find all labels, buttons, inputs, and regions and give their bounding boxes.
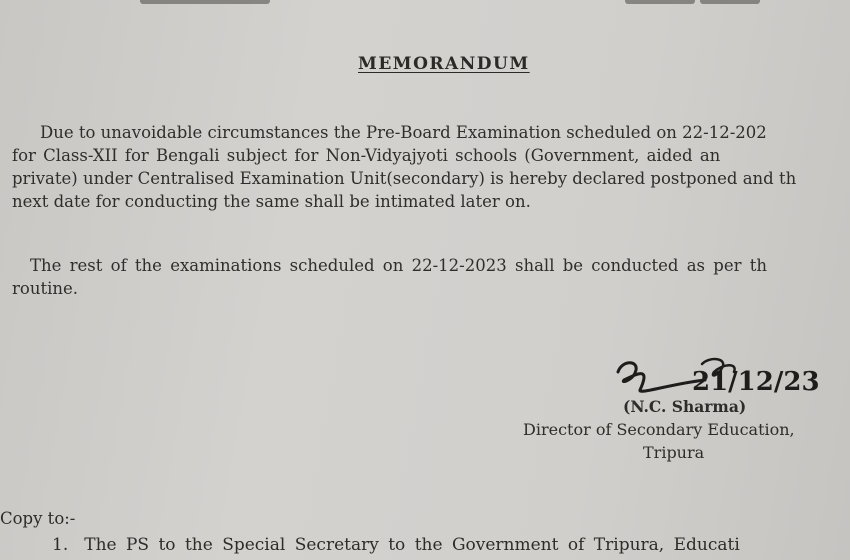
memo-paragraph-2 [12, 254, 767, 300]
paragraph-line: Due to unavoidable circumstances the Pre-Board Examination scheduled on 22-12-202 [40, 123, 767, 142]
copy-list-item [52, 535, 740, 555]
signatory-designation: Director of Secondary Education, [523, 420, 795, 439]
signatory-name: (N.C. Sharma) [623, 397, 747, 416]
paragraph-line: for Class-XII for Bengali subject for Non-Vidyajyoti schools (Government, aided an [12, 146, 721, 165]
copy-item-text: The PS to the Special Secretary to the Government of Tripura, Educati [84, 535, 740, 555]
memo-paragraph-1 [12, 121, 850, 213]
paragraph-line: The rest of the examinations scheduled on 22-12-2023 shall be conducted as per th [30, 256, 767, 275]
signature-date: 21/12/23 [692, 367, 820, 397]
signature-block [520, 350, 850, 470]
signatory-place: Tripura [643, 443, 705, 462]
top-cut-text-remnant [625, 0, 695, 4]
paragraph-line: next date for conducting the same shall be intimated later on. [12, 192, 531, 211]
copy-item-number: 1. [52, 535, 69, 555]
paragraph-line: routine. [12, 279, 78, 298]
top-cut-text-remnant [700, 0, 760, 4]
paragraph-line: private) under Centralised Examination Unit(secondary) is hereby declared postponed and th [12, 169, 797, 188]
memo-title: MEMORANDUM [358, 54, 530, 74]
top-cut-text-remnant [140, 0, 270, 4]
copy-to-label: Copy to:- [0, 509, 76, 528]
